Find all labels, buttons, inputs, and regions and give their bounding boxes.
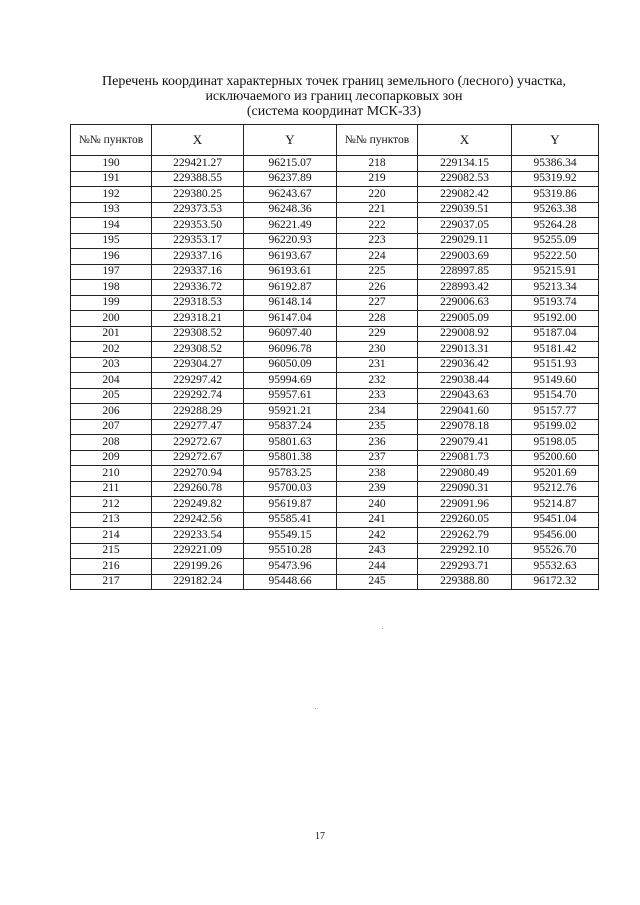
- cell-point-number-1: 200: [71, 311, 152, 327]
- cell-point-number-2: 231: [337, 357, 418, 373]
- cell-x-2: 229079.41: [418, 435, 512, 451]
- cell-point-number-2: 241: [337, 512, 418, 528]
- cell-x-1: 229233.54: [152, 528, 244, 544]
- table-row: [71, 187, 599, 203]
- cell-y-2: 95149.60: [512, 373, 599, 389]
- cell-x-1: 229272.67: [152, 435, 244, 451]
- cell-point-number-2: 230: [337, 342, 418, 358]
- cell-y-1: 95783.25: [244, 466, 337, 482]
- table-row: [71, 450, 599, 466]
- table-row: [71, 156, 599, 172]
- cell-x-1: 229421.27: [152, 156, 244, 172]
- table-row: [71, 543, 599, 559]
- cell-y-1: 95700.03: [244, 481, 337, 497]
- cell-y-2: 95201.69: [512, 466, 599, 482]
- cell-point-number-1: 216: [71, 559, 152, 575]
- cell-x-2: 229293.71: [418, 559, 512, 575]
- cell-y-1: 95549.15: [244, 528, 337, 544]
- cell-x-1: 229337.16: [152, 264, 244, 280]
- title-line-2: исключаемого из границ лесопарковых зон: [205, 89, 463, 104]
- cell-y-1: 95801.63: [244, 435, 337, 451]
- cell-y-2: 95386.34: [512, 156, 599, 172]
- document-title: [70, 74, 598, 119]
- cell-x-1: 229270.94: [152, 466, 244, 482]
- cell-y-1: 95957.61: [244, 388, 337, 404]
- table-row: [71, 481, 599, 497]
- cell-y-1: 96220.93: [244, 233, 337, 249]
- cell-point-number-1: 201: [71, 326, 152, 342]
- cell-y-2: 95526.70: [512, 543, 599, 559]
- table-row: [71, 357, 599, 373]
- header-point-number-1: №№ пунктов: [71, 125, 152, 156]
- table-row: [71, 373, 599, 389]
- cell-x-1: 229353.17: [152, 233, 244, 249]
- table-row: [71, 528, 599, 544]
- cell-y-2: 95187.04: [512, 326, 599, 342]
- header-x-1: X: [152, 125, 244, 156]
- cell-x-2: 229041.60: [418, 404, 512, 420]
- cell-y-2: 95222.50: [512, 249, 599, 265]
- cell-y-2: 95193.74: [512, 295, 599, 311]
- cell-x-2: 229039.51: [418, 202, 512, 218]
- cell-y-1: 95585.41: [244, 512, 337, 528]
- cell-x-1: 229297.42: [152, 373, 244, 389]
- title-line-1: Перечень координат характерных точек границ земельного (лесного) участка,: [102, 74, 566, 89]
- cell-x-1: 229373.53: [152, 202, 244, 218]
- cell-point-number-2: 227: [337, 295, 418, 311]
- cell-point-number-2: 239: [337, 481, 418, 497]
- cell-x-2: 229008.92: [418, 326, 512, 342]
- cell-point-number-2: 245: [337, 574, 418, 590]
- cell-x-1: 229304.27: [152, 357, 244, 373]
- table-row: [71, 574, 599, 590]
- cell-x-2: 229134.15: [418, 156, 512, 172]
- cell-point-number-1: 195: [71, 233, 152, 249]
- cell-y-2: 95213.34: [512, 280, 599, 296]
- cell-point-number-1: 196: [71, 249, 152, 265]
- cell-x-2: 229262.79: [418, 528, 512, 544]
- cell-x-2: 229292.10: [418, 543, 512, 559]
- cell-point-number-1: 207: [71, 419, 152, 435]
- cell-x-2: 229036.42: [418, 357, 512, 373]
- cell-y-1: 95801.38: [244, 450, 337, 466]
- cell-point-number-2: 234: [337, 404, 418, 420]
- cell-x-2: 229029.11: [418, 233, 512, 249]
- cell-point-number-2: 228: [337, 311, 418, 327]
- cell-y-2: 95214.87: [512, 497, 599, 513]
- cell-y-1: 96237.89: [244, 171, 337, 187]
- cell-y-1: 96193.61: [244, 264, 337, 280]
- cell-x-2: 229082.53: [418, 171, 512, 187]
- cell-x-1: 229308.52: [152, 326, 244, 342]
- cell-x-1: 229318.21: [152, 311, 244, 327]
- cell-point-number-2: 233: [337, 388, 418, 404]
- cell-x-1: 229336.72: [152, 280, 244, 296]
- cell-y-2: 95255.09: [512, 233, 599, 249]
- cell-point-number-1: 194: [71, 218, 152, 234]
- cell-point-number-1: 204: [71, 373, 152, 389]
- cell-x-1: 229182.24: [152, 574, 244, 590]
- cell-x-1: 229292.74: [152, 388, 244, 404]
- cell-x-2: 229005.09: [418, 311, 512, 327]
- cell-point-number-1: 206: [71, 404, 152, 420]
- cell-x-2: 229006.63: [418, 295, 512, 311]
- cell-x-1: 229221.09: [152, 543, 244, 559]
- cell-y-2: 96172.32: [512, 574, 599, 590]
- cell-y-2: 95264.28: [512, 218, 599, 234]
- cell-x-2: 229080.49: [418, 466, 512, 482]
- cell-y-2: 95151.93: [512, 357, 599, 373]
- table-row: [71, 295, 599, 311]
- cell-x-2: 228997.85: [418, 264, 512, 280]
- cell-y-1: 96193.67: [244, 249, 337, 265]
- cell-point-number-2: 229: [337, 326, 418, 342]
- cell-y-1: 96097.40: [244, 326, 337, 342]
- table-row: [71, 218, 599, 234]
- cell-point-number-1: 193: [71, 202, 152, 218]
- cell-y-2: 95456.00: [512, 528, 599, 544]
- cell-y-1: 95510.28: [244, 543, 337, 559]
- cell-point-number-1: 205: [71, 388, 152, 404]
- cell-point-number-1: 199: [71, 295, 152, 311]
- cell-x-2: 228993.42: [418, 280, 512, 296]
- title-line-3: (система координат МСК-33): [246, 104, 422, 119]
- table-row: [71, 311, 599, 327]
- table-row: [71, 280, 599, 296]
- cell-x-2: 229388.80: [418, 574, 512, 590]
- cell-point-number-1: 191: [71, 171, 152, 187]
- cell-point-number-2: 224: [337, 249, 418, 265]
- cell-y-1: 95994.69: [244, 373, 337, 389]
- cell-x-1: 229199.26: [152, 559, 244, 575]
- cell-point-number-1: 208: [71, 435, 152, 451]
- cell-y-1: 96147.04: [244, 311, 337, 327]
- cell-x-1: 229288.29: [152, 404, 244, 420]
- cell-x-1: 229272.67: [152, 450, 244, 466]
- cell-point-number-2: 235: [337, 419, 418, 435]
- cell-point-number-1: 211: [71, 481, 152, 497]
- cell-point-number-1: 215: [71, 543, 152, 559]
- cell-y-1: 96096.78: [244, 342, 337, 358]
- cell-point-number-2: 244: [337, 559, 418, 575]
- cell-y-2: 95212.76: [512, 481, 599, 497]
- table-row: [71, 171, 599, 187]
- table-header-row: [71, 125, 599, 156]
- cell-y-2: 95263.38: [512, 202, 599, 218]
- table-row: [71, 435, 599, 451]
- cell-x-1: 229353.50: [152, 218, 244, 234]
- cell-y-2: 95532.63: [512, 559, 599, 575]
- cell-x-2: 229013.31: [418, 342, 512, 358]
- cell-point-number-1: 212: [71, 497, 152, 513]
- page-number: 17: [315, 831, 325, 842]
- cell-y-1: 96215.07: [244, 156, 337, 172]
- cell-y-1: 96192.87: [244, 280, 337, 296]
- table-row: [71, 264, 599, 280]
- cell-point-number-2: 223: [337, 233, 418, 249]
- scan-speck: [382, 628, 383, 629]
- cell-point-number-1: 190: [71, 156, 152, 172]
- cell-point-number-1: 214: [71, 528, 152, 544]
- cell-x-2: 229082.42: [418, 187, 512, 203]
- cell-y-1: 96221.49: [244, 218, 337, 234]
- table-row: [71, 404, 599, 420]
- cell-point-number-2: 218: [337, 156, 418, 172]
- table-row: [71, 326, 599, 342]
- table-row: [71, 388, 599, 404]
- scan-speck: [315, 708, 316, 709]
- table-row: [71, 419, 599, 435]
- cell-x-1: 229380.25: [152, 187, 244, 203]
- cell-x-1: 229260.78: [152, 481, 244, 497]
- cell-point-number-2: 219: [337, 171, 418, 187]
- cell-x-2: 229037.05: [418, 218, 512, 234]
- cell-x-2: 229038.44: [418, 373, 512, 389]
- cell-y-1: 95473.96: [244, 559, 337, 575]
- cell-y-2: 95199.02: [512, 419, 599, 435]
- cell-y-2: 95157.77: [512, 404, 599, 420]
- cell-x-2: 229091.96: [418, 497, 512, 513]
- cell-point-number-1: 210: [71, 466, 152, 482]
- cell-x-1: 229308.52: [152, 342, 244, 358]
- cell-point-number-1: 209: [71, 450, 152, 466]
- cell-y-1: 95619.87: [244, 497, 337, 513]
- cell-y-2: 95319.92: [512, 171, 599, 187]
- cell-point-number-2: 238: [337, 466, 418, 482]
- cell-y-1: 96243.67: [244, 187, 337, 203]
- cell-point-number-2: 240: [337, 497, 418, 513]
- cell-y-2: 95200.60: [512, 450, 599, 466]
- table-row: [71, 249, 599, 265]
- header-y-1: Y: [244, 125, 337, 156]
- cell-y-2: 95198.05: [512, 435, 599, 451]
- cell-point-number-1: 197: [71, 264, 152, 280]
- cell-point-number-2: 225: [337, 264, 418, 280]
- table-row: [71, 233, 599, 249]
- table-row: [71, 559, 599, 575]
- cell-x-2: 229003.69: [418, 249, 512, 265]
- cell-x-1: 229249.82: [152, 497, 244, 513]
- cell-point-number-2: 221: [337, 202, 418, 218]
- cell-point-number-2: 220: [337, 187, 418, 203]
- cell-y-2: 95181.42: [512, 342, 599, 358]
- cell-point-number-2: 236: [337, 435, 418, 451]
- header-point-number-2: №№ пунктов: [337, 125, 418, 156]
- cell-point-number-2: 242: [337, 528, 418, 544]
- cell-x-1: 229318.53: [152, 295, 244, 311]
- table-body: [71, 156, 599, 590]
- cell-point-number-2: 243: [337, 543, 418, 559]
- cell-y-1: 96050.09: [244, 357, 337, 373]
- cell-y-2: 95319.86: [512, 187, 599, 203]
- cell-x-2: 229081.73: [418, 450, 512, 466]
- cell-x-2: 229078.18: [418, 419, 512, 435]
- table-row: [71, 466, 599, 482]
- cell-point-number-1: 217: [71, 574, 152, 590]
- table-row: [71, 512, 599, 528]
- cell-point-number-2: 232: [337, 373, 418, 389]
- cell-y-1: 96248.36: [244, 202, 337, 218]
- cell-y-2: 95451.04: [512, 512, 599, 528]
- cell-x-1: 229337.16: [152, 249, 244, 265]
- cell-y-1: 95837.24: [244, 419, 337, 435]
- header-y-2: Y: [512, 125, 599, 156]
- cell-x-1: 229277.47: [152, 419, 244, 435]
- cell-y-2: 95192.00: [512, 311, 599, 327]
- cell-x-1: 229242.56: [152, 512, 244, 528]
- cell-point-number-2: 237: [337, 450, 418, 466]
- cell-point-number-1: 203: [71, 357, 152, 373]
- coordinates-table: [70, 124, 599, 590]
- table-row: [71, 342, 599, 358]
- cell-x-2: 229043.63: [418, 388, 512, 404]
- cell-x-2: 229260.05: [418, 512, 512, 528]
- cell-y-1: 95448.66: [244, 574, 337, 590]
- table-row: [71, 497, 599, 513]
- cell-x-1: 229388.55: [152, 171, 244, 187]
- cell-point-number-1: 202: [71, 342, 152, 358]
- cell-y-2: 95215.91: [512, 264, 599, 280]
- cell-point-number-2: 226: [337, 280, 418, 296]
- cell-y-2: 95154.70: [512, 388, 599, 404]
- header-x-2: X: [418, 125, 512, 156]
- table-row: [71, 202, 599, 218]
- cell-point-number-1: 213: [71, 512, 152, 528]
- cell-x-2: 229090.31: [418, 481, 512, 497]
- cell-point-number-2: 222: [337, 218, 418, 234]
- cell-point-number-1: 192: [71, 187, 152, 203]
- cell-y-1: 96148.14: [244, 295, 337, 311]
- cell-point-number-1: 198: [71, 280, 152, 296]
- cell-y-1: 95921.21: [244, 404, 337, 420]
